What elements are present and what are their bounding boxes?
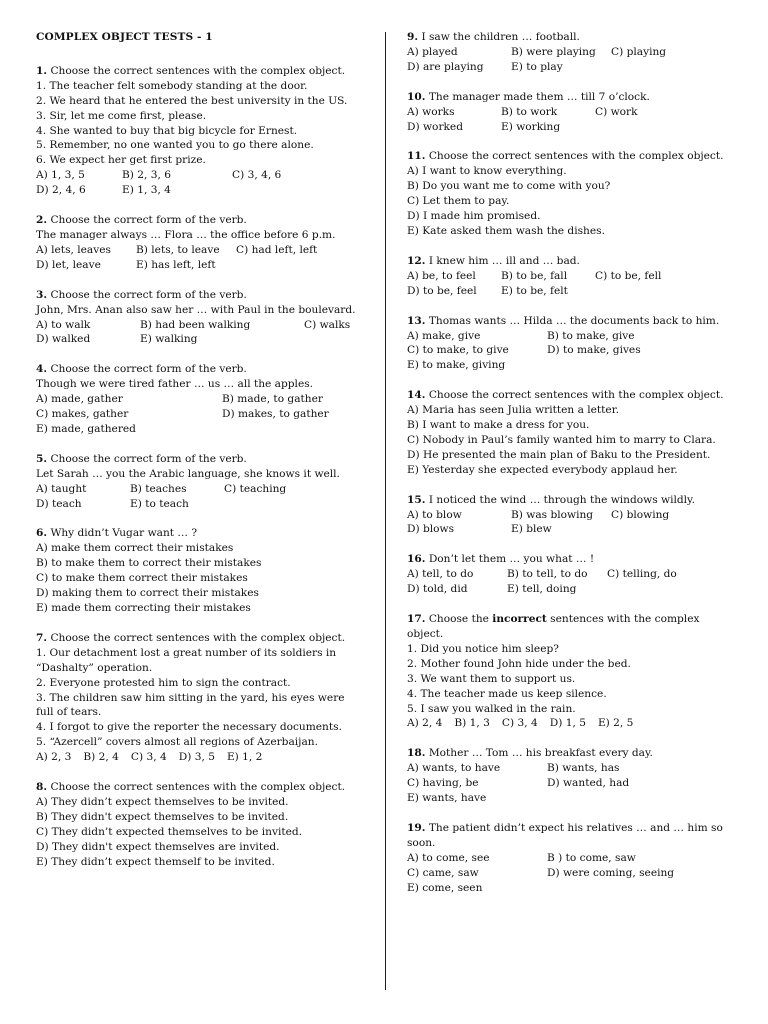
question-number: 7. — [36, 631, 48, 644]
option-a: A) to walk — [36, 318, 91, 331]
option-c: C) to make them correct their mistakes — [36, 572, 248, 585]
left-column — [36, 30, 364, 885]
question-prompt: Choose the correct sentences with the complex object. — [428, 150, 724, 163]
option-a: A) make, give — [407, 329, 481, 342]
question-5 — [36, 452, 364, 512]
option-c: C) They didn’t expected themselves to be invited. — [36, 825, 303, 838]
question-number: 10. — [407, 90, 426, 103]
question-prompt-end: sentences with the complex object. — [407, 613, 700, 640]
question-number: 16. — [407, 553, 426, 566]
option-c: C) 3, 4 — [501, 717, 538, 730]
option-d: D) worked — [407, 120, 463, 133]
option-c: C) came, saw — [407, 866, 479, 879]
option-e: E) blew — [511, 523, 552, 536]
option-d: D) blows — [407, 523, 455, 536]
option-b: B) Do you want me to come with you? — [407, 180, 611, 193]
question-prompt: Choose the correct form of the verb. — [50, 363, 247, 376]
question-19 — [407, 821, 735, 896]
statement-item: 1. Our detachment lost a great number of its soldiers in “Dashalty” operation. — [36, 646, 337, 674]
question-number: 1. — [36, 64, 48, 77]
question-number: 3. — [36, 288, 48, 301]
option-b: B) to be, fall — [501, 269, 568, 282]
right-column — [407, 30, 735, 911]
answer-options — [407, 45, 735, 75]
option-b: B) were playing — [511, 45, 596, 58]
option-b: B) had been walking — [140, 318, 251, 331]
answer-options — [407, 761, 735, 806]
statement-item: 5. I saw you walked in the rain. — [407, 702, 576, 715]
answer-options — [407, 269, 735, 299]
question-number: 13. — [407, 314, 426, 327]
option-a: A) 1, 3, 5 — [36, 169, 85, 182]
option-d: D) walked — [36, 333, 91, 346]
question-number: 15. — [407, 493, 426, 506]
option-c: C) having, be — [407, 777, 479, 790]
option-d: D) are playing — [407, 60, 484, 73]
question-number: 18. — [407, 747, 426, 760]
question-10 — [407, 90, 735, 135]
option-e: E) has left, left — [136, 258, 216, 271]
question-number: 4. — [36, 363, 48, 376]
question-17 — [407, 612, 735, 731]
question-stem: John, Mrs. Anan also saw her … with Paul in the boulevard. — [36, 303, 356, 316]
option-c: C) telling, do — [607, 568, 677, 581]
option-e: E) come, seen — [407, 881, 483, 894]
option-b: B) teaches — [130, 482, 187, 495]
question-stem: I knew him … ill and … bad. — [428, 254, 580, 267]
option-b: B) wants, has — [547, 762, 620, 775]
option-b: B) 2, 4 — [83, 751, 119, 764]
option-a: A) 2, 3 — [36, 751, 72, 764]
statement-item: 4. I forgot to give the reporter the necessary documents. — [36, 721, 342, 734]
option-e: E) made, gathered — [36, 422, 136, 435]
option-a: A) be, to feel — [407, 269, 476, 282]
option-e: E) tell, doing — [507, 583, 577, 596]
statement-item: 3. Sir, let me come first, please. — [36, 109, 207, 122]
option-c: C) playing — [611, 45, 667, 58]
question-prompt: Choose the correct sentences with the complex object. — [50, 631, 346, 644]
question-number: 11. — [407, 150, 426, 163]
option-e: E) to be, felt — [501, 284, 568, 297]
statement-item: 2. Everyone protested him to sign the contract. — [36, 676, 291, 689]
question-8 — [36, 780, 364, 869]
answer-options — [407, 716, 735, 731]
option-c: C) to make, to give — [407, 344, 509, 357]
option-c: C) walks — [304, 318, 351, 331]
question-number: 5. — [36, 452, 48, 465]
option-e: E) Kate asked them wash the dishes. — [407, 224, 605, 237]
option-b: B ) to come, saw — [547, 851, 636, 864]
option-d: D) wanted, had — [547, 777, 630, 790]
emphasis-word: incorrect — [492, 613, 547, 626]
option-c: C) teaching — [224, 482, 287, 495]
question-2 — [36, 213, 364, 273]
question-15 — [407, 493, 735, 538]
question-number: 6. — [36, 527, 48, 540]
option-b: B) was blowing — [511, 508, 594, 521]
question-stem: I noticed the wind … through the windows wildly. — [428, 493, 695, 506]
answer-options — [36, 243, 364, 273]
option-b: B) made, to gather — [222, 393, 323, 406]
question-9 — [407, 30, 735, 75]
statement-item: 1. Did you notice him sleep? — [407, 642, 559, 655]
question-number: 14. — [407, 389, 426, 402]
question-3 — [36, 288, 364, 348]
answer-options — [36, 482, 364, 512]
question-1 — [36, 64, 364, 198]
statement-item: 4. The teacher made us keep silence. — [407, 687, 607, 700]
option-a: A) lets, leaves — [36, 243, 111, 256]
option-c: C) 3, 4, 6 — [232, 169, 282, 182]
option-d: D) 2, 4, 6 — [36, 184, 86, 197]
question-14 — [407, 388, 735, 477]
option-c: C) Nobody in Paul’s family wanted him to marry to Clara. — [407, 433, 716, 446]
option-c: C) blowing — [611, 508, 670, 521]
statement-item: 5. Remember, no one wanted you to go there alone. — [36, 139, 314, 152]
option-e: E) to play — [511, 60, 563, 73]
option-b: B) to make them to correct their mistakes — [36, 557, 262, 570]
statement-item: 3. The children saw him sitting in the yard, his eyes were full of tears. — [36, 691, 345, 719]
option-c: C) Let them to pay. — [407, 195, 510, 208]
option-d: D) They didn't expect themselves are invited. — [36, 840, 280, 853]
option-e: E) walking — [140, 333, 198, 346]
option-a: A) wants, to have — [407, 762, 501, 775]
option-b: B) lets, to leave — [136, 243, 220, 256]
option-a: A) make them correct their mistakes — [36, 542, 234, 555]
option-e: E) to teach — [130, 497, 189, 510]
question-prompt: Choose the correct sentences with the complex object. — [50, 64, 346, 77]
question-number: 9. — [407, 31, 419, 43]
option-b: B) They didn't expect themselves to be invited. — [36, 810, 289, 823]
option-b: B) I want to make a dress for you. — [407, 419, 590, 432]
question-prompt: Choose the correct form of the verb. — [50, 452, 247, 465]
option-c: C) makes, gather — [36, 408, 129, 421]
option-d: D) 1, 5 — [549, 717, 586, 730]
option-b: B) 1, 3 — [454, 717, 490, 730]
question-number: 12. — [407, 254, 426, 267]
question-13 — [407, 314, 735, 374]
question-12 — [407, 254, 735, 299]
option-c: C) 3, 4 — [130, 751, 167, 764]
answer-options — [36, 750, 364, 765]
answer-options — [407, 851, 735, 896]
question-prompt: Choose the correct form of the verb. — [50, 214, 247, 227]
question-stem: The manager always … Flora … the office before 6 p.m. — [36, 228, 336, 241]
question-11 — [407, 149, 735, 238]
question-number: 19. — [407, 821, 426, 834]
option-a: A) to blow — [407, 508, 462, 521]
answer-options — [407, 508, 735, 538]
option-e: E) to make, giving — [407, 359, 506, 372]
option-d: D) I made him promised. — [407, 210, 541, 223]
option-d: D) makes, to gather — [222, 408, 329, 421]
option-c: C) had left, left — [236, 243, 318, 256]
column-divider — [385, 32, 386, 990]
question-16 — [407, 552, 735, 597]
statement-item: 1. The teacher felt somebody standing at the door. — [36, 79, 308, 92]
statement-item: 4. She wanted to buy that big bicycle for Ernest. — [36, 124, 298, 137]
option-a: A) works — [407, 105, 455, 118]
question-prompt-start: Choose the — [428, 613, 493, 626]
question-prompt: Choose the correct form of the verb. — [50, 288, 247, 301]
option-d: D) making them to correct their mistakes — [36, 587, 259, 600]
page-title: COMPLEX OBJECT TESTS - 1 — [36, 31, 213, 43]
answer-options — [407, 567, 735, 597]
question-stem: Don’t let them … you what … ! — [428, 553, 595, 566]
option-b: B) to tell, to do — [507, 568, 588, 581]
question-prompt: Choose the correct sentences with the complex object. — [428, 389, 724, 402]
answer-options — [36, 392, 364, 437]
answer-options — [36, 168, 364, 198]
option-b: B) to make, give — [547, 329, 635, 342]
option-a: A) to come, see — [407, 851, 490, 864]
option-e: E) They didn’t expect themself to be invited. — [36, 855, 275, 868]
option-a: A) Maria has seen Julia written a letter. — [407, 404, 619, 417]
option-c: C) work — [595, 105, 638, 118]
question-stem: Thomas wants … Hilda … the documents back to him. — [428, 314, 720, 327]
option-a: A) I want to know everything. — [407, 165, 567, 178]
question-prompt: Why didn’t Vugar want … ? — [50, 527, 198, 540]
option-a: A) taught — [36, 482, 87, 495]
option-e: E) 1, 3, 4 — [122, 184, 171, 197]
question-stem: Though we were tired father … us … all the apples. — [36, 378, 314, 391]
statement-item: 3. We want them to support us. — [407, 672, 576, 685]
question-18 — [407, 746, 735, 806]
option-d: D) let, leave — [36, 258, 101, 271]
answer-options — [407, 105, 735, 135]
option-d: D) were coming, seeing — [547, 866, 675, 879]
question-stem: Let Sarah … you the Arabic language, she knows it well. — [36, 467, 340, 480]
option-d: D) told, did — [407, 583, 468, 596]
question-number: 8. — [36, 781, 48, 794]
option-a: A) 2, 4 — [407, 717, 443, 730]
question-stem: Mother … Tom … his breakfast every day. — [428, 747, 653, 760]
option-e: E) 1, 2 — [226, 751, 263, 764]
question-stem: The patient didn’t expect his relatives … and … him so soon. — [407, 821, 723, 849]
question-stem: I saw the children … football. — [421, 31, 580, 43]
option-e: E) working — [501, 120, 561, 133]
question-number: 2. — [36, 214, 48, 227]
option-d: D) teach — [36, 497, 82, 510]
question-4 — [36, 362, 364, 437]
option-a: A) tell, to do — [407, 568, 474, 581]
option-b: B) 2, 3, 6 — [122, 169, 171, 182]
option-e: E) 2, 5 — [597, 717, 634, 730]
statement-item: 2. Mother found John hide under the bed. — [407, 657, 631, 670]
answer-options — [407, 329, 735, 374]
option-e: E) wants, have — [407, 792, 487, 805]
statement-item: 6. We expect her get first prize. — [36, 154, 206, 167]
statement-item: 2. We heard that he entered the best university in the US. — [36, 94, 348, 107]
option-b: B) to work — [501, 105, 558, 118]
option-d: D) to be, feel — [407, 284, 477, 297]
question-6 — [36, 526, 364, 615]
question-7 — [36, 631, 364, 765]
option-e: E) made them correcting their mistakes — [36, 602, 251, 614]
question-prompt: Choose the correct sentences with the complex object. — [50, 781, 346, 794]
question-number: 17. — [407, 613, 426, 626]
option-e: E) Yesterday she expected everybody applaud her. — [407, 463, 678, 476]
option-d: D) 3, 5 — [178, 751, 215, 764]
option-c: C) to be, fell — [595, 269, 662, 282]
option-d: D) He presented the main plan of Baku to the President. — [407, 448, 711, 461]
option-a: A) made, gather — [36, 393, 123, 406]
option-a: A) They didn’t expect themselves to be invited. — [36, 795, 289, 808]
question-stem: The manager made them … till 7 o’clock. — [428, 90, 650, 103]
option-d: D) to make, gives — [547, 344, 641, 357]
option-a: A) played — [407, 45, 458, 58]
statement-item: 5. “Azercell” covers almost all regions of Azerbaijan. — [36, 736, 318, 749]
answer-options — [36, 318, 364, 348]
